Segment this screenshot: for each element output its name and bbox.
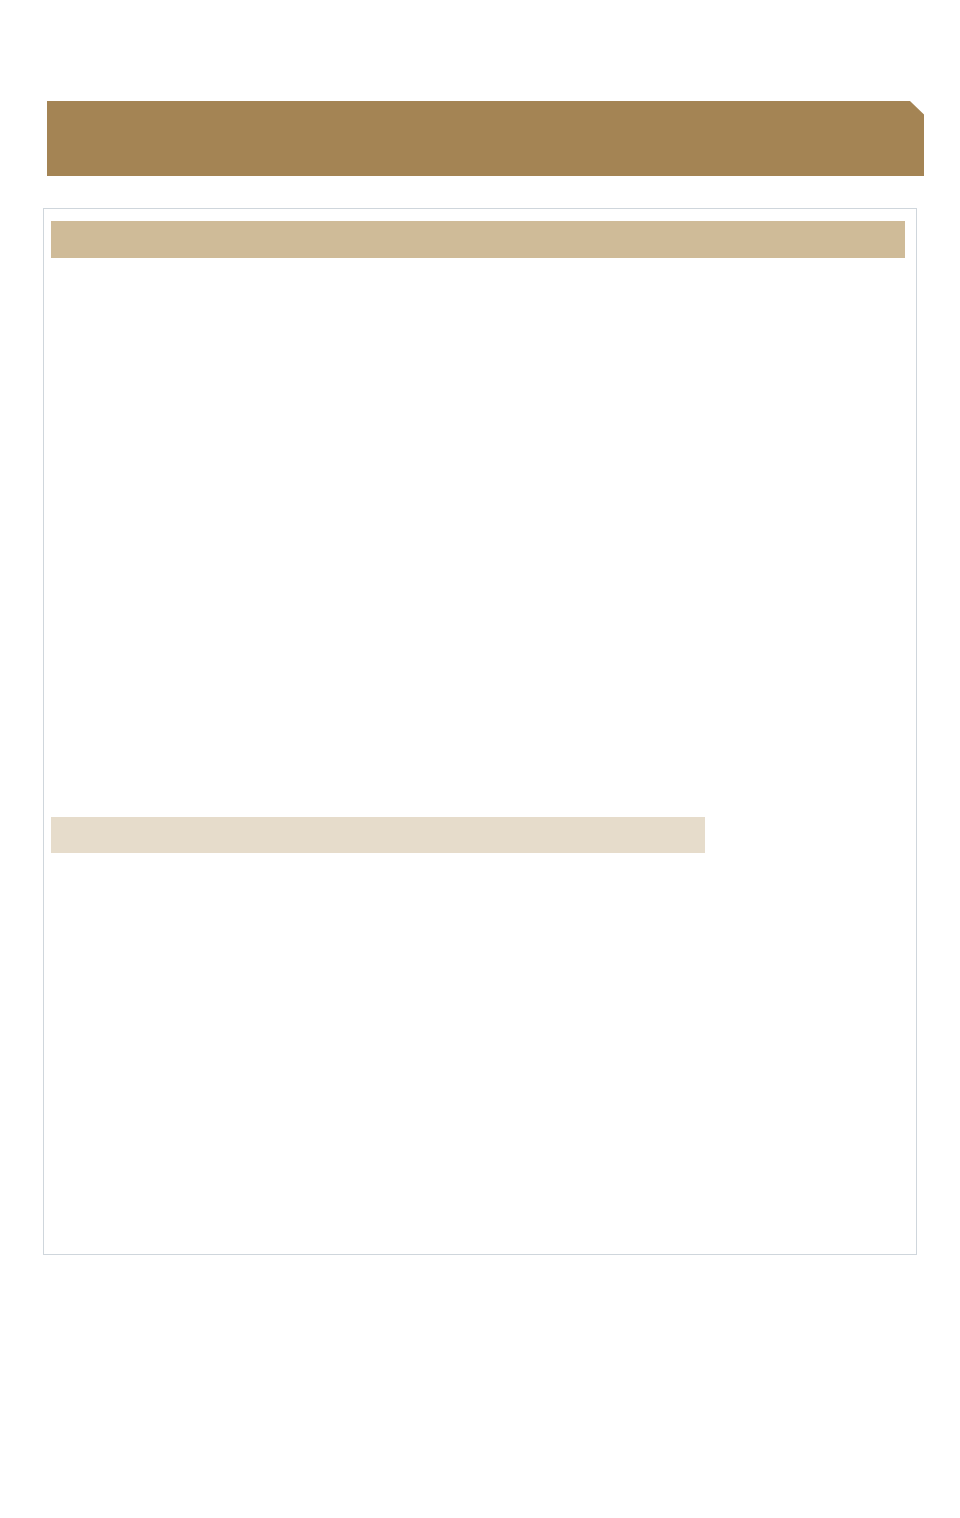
maintenance-panel xyxy=(43,208,917,1255)
section-header xyxy=(47,101,924,176)
interval-header xyxy=(51,221,905,258)
additional-header xyxy=(51,817,705,853)
